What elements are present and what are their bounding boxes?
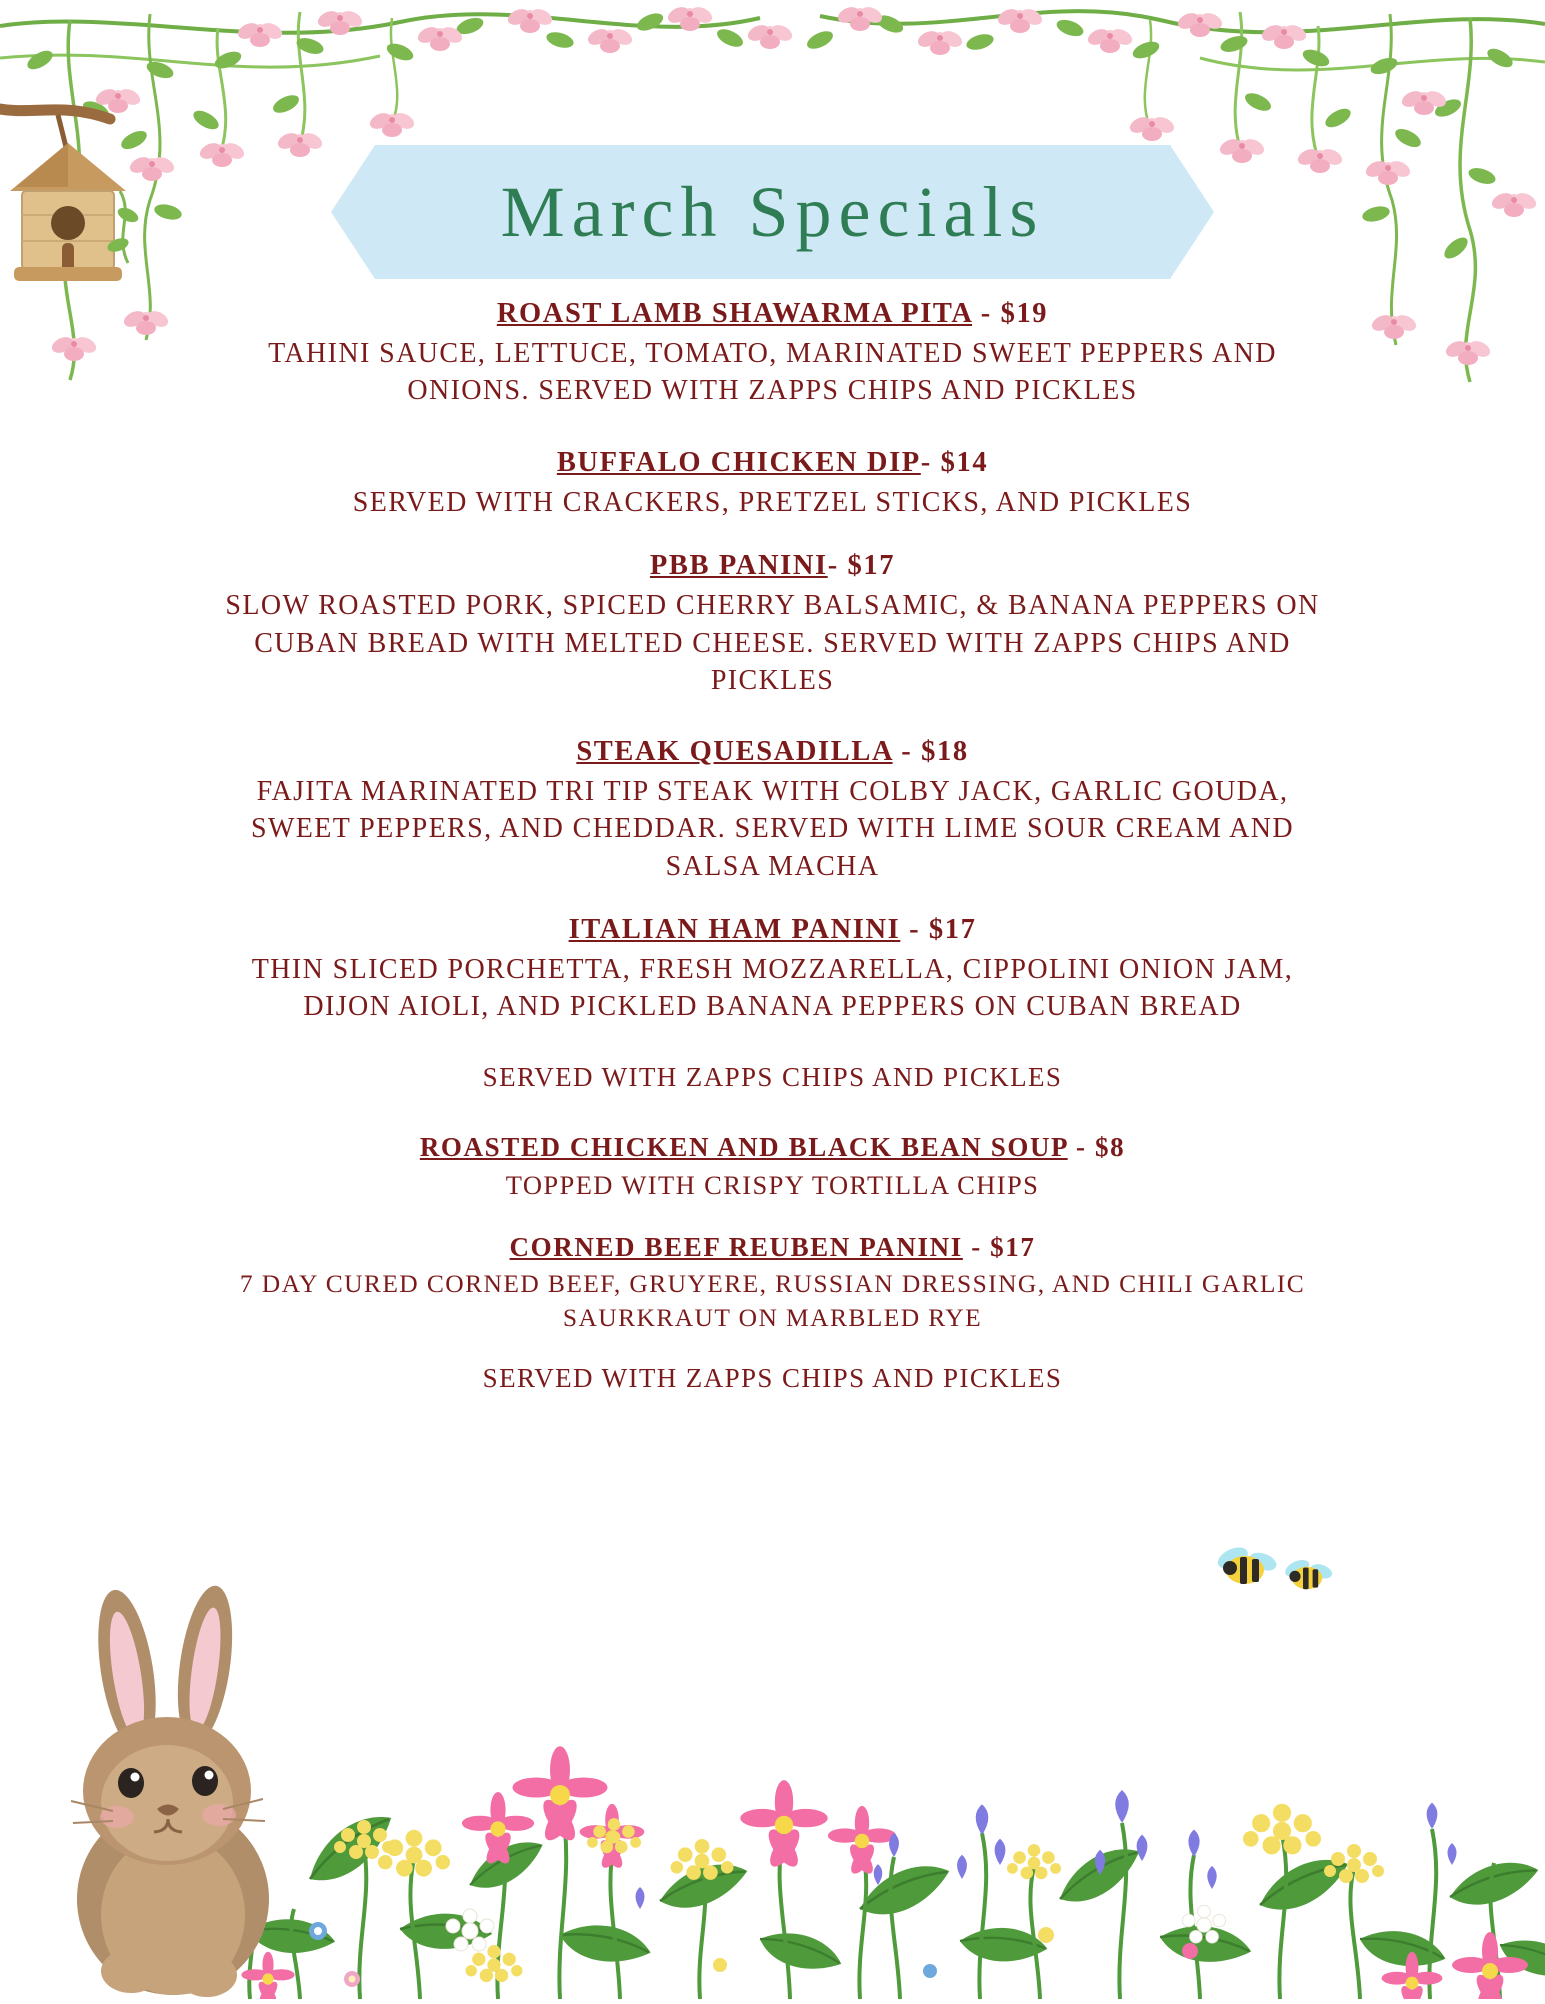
menu-list — [0, 295, 1545, 1397]
menu-item — [223, 733, 1323, 885]
menu-item-price: - $17 — [909, 913, 977, 945]
menu-item-name: PBB PANINI — [649, 550, 828, 582]
menu-item-name: STEAK QUESADILLA — [576, 735, 893, 767]
menu-item-name: ROASTED CHICKEN AND BLACK BEAN SOUP — [419, 1132, 1068, 1163]
menu-item-description: FAJITA MARINATED TRI TIP STEAK WITH COLBY JACK, GARLIC GOUDA, SWEET PEPPERS, AND CHEDDAR. SERVED WITH LIME SOUR CREAM AND SALSA MACHA — [250, 776, 1295, 882]
menu-item — [223, 911, 1323, 1026]
page-title: March Specials — [500, 171, 1045, 252]
menu-item-heading — [223, 547, 1323, 585]
menu-item-name: CORNED BEEF REUBEN PANINI — [509, 1231, 963, 1262]
menu-item-description: TOPPED WITH CRISPY TORTILLA CHIPS — [505, 1169, 1040, 1200]
menu-item — [223, 1229, 1323, 1335]
menu-item-description: TAHINI SAUCE, LETTUCE, TOMATO, MARINATED SWEET PEPPERS AND ONIONS. SERVED WITH ZAPPS CHIPS AND PICKLES — [268, 338, 1277, 407]
menu-item-description: SLOW ROASTED PORK, SPICED CHERRY BALSAMIC, & BANANA PEPPERS ON CUBAN BREAD WITH MELTED CHEESE. SERVED WITH ZAPPS CHIPS AND PICKLES — [225, 590, 1320, 696]
menu-item-name: ITALIAN HAM PANINI — [568, 913, 901, 945]
menu-item-price: - $8 — [1076, 1132, 1126, 1163]
banner-shape — [375, 145, 1170, 279]
title-banner — [0, 142, 1545, 282]
serving-note: SERVED WITH ZAPPS CHIPS AND PICKLES — [482, 1061, 1063, 1092]
menu-item-price: - $18 — [901, 735, 969, 767]
menu-item-description: 7 DAY CURED CORNED BEEF, GRUYERE, RUSSIAN DRESSING, AND CHILI GARLIC SAURKRAUT ON MARBLED RYE — [239, 1269, 1306, 1332]
spacer — [0, 410, 1545, 444]
menu-item-heading — [223, 911, 1323, 949]
menu-item-price: - $14 — [920, 446, 989, 478]
menu-item-name: ROAST LAMB SHAWARMA PITA — [496, 298, 973, 329]
spacer — [0, 521, 1545, 547]
spacer — [0, 1026, 1545, 1060]
bunny-icon — [55, 1579, 315, 1999]
spacer — [0, 1203, 1545, 1229]
menu-item — [223, 444, 1323, 521]
menu-item — [223, 1129, 1323, 1202]
menu-item — [223, 295, 1323, 410]
spacer — [0, 1335, 1545, 1361]
menu-item-heading — [223, 444, 1323, 482]
menu-item-description: THIN SLICED PORCHETTA, FRESH MOZZARELLA, CIPPOLINI ONION JAM, DIJON AIOLI, AND PICKLED BANANA PEPPERS ON CUBAN BREAD — [251, 954, 1294, 1023]
menu-item-name: BUFFALO CHICKEN DIP — [556, 446, 921, 478]
meadow-decoration — [0, 1579, 1545, 1999]
menu-item-price: - $17 — [827, 550, 896, 582]
serving-note: SERVED WITH ZAPPS CHIPS AND PICKLES — [482, 1362, 1063, 1393]
menu-item-heading — [223, 1229, 1323, 1265]
menu-item-heading — [223, 1129, 1323, 1165]
bees-icon — [1215, 1530, 1345, 1610]
menu-item — [223, 547, 1323, 699]
spacer — [0, 1095, 1545, 1129]
menu-item-heading — [223, 295, 1323, 333]
menu-item-description: SERVED WITH CRACKERS, PRETZEL STICKS, AND PICKLES — [352, 486, 1193, 518]
menu-item-heading — [223, 733, 1323, 771]
spacer — [0, 699, 1545, 733]
menu-item-price: - $17 — [971, 1231, 1036, 1262]
menu-item-price: - $19 — [980, 298, 1049, 329]
spacer — [0, 885, 1545, 911]
